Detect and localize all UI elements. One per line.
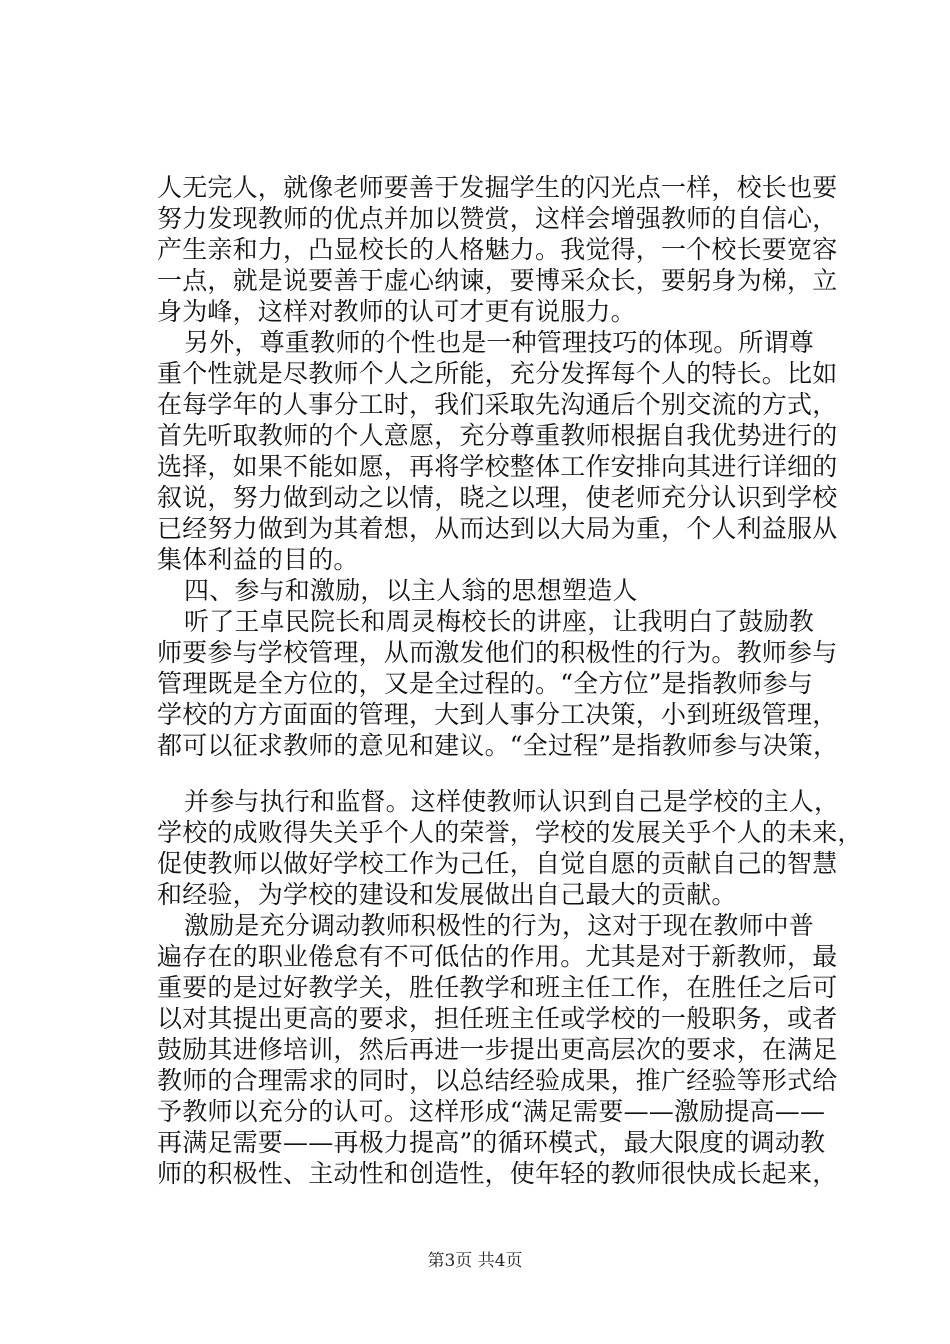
text-line: 重要的是过好教学关，胜任教学和班主任工作，在胜任之后可 [157, 973, 838, 1002]
text-line: 再满足需要——再极力提高”的循环模式，最大限度的调动教 [157, 1128, 826, 1157]
paragraph-start-line: 另外，尊重教师的个性也是一种管理技巧的体现。所谓尊 [184, 328, 815, 357]
text-line: 促使教师以做好学校工作为己任，自觉自愿的贡献自己的智慧 [157, 849, 838, 878]
paragraph-start-line: 听了王卓民院长和周灵梅校长的讲座，让我明白了鼓励教 [184, 607, 815, 636]
text-line: 重个性就是尽教师个人之所能，充分发挥每个人的特长。比如 [157, 359, 838, 388]
text-line: 鼓励其进修培训，然后再进一步提出更高层次的要求，在满足 [157, 1035, 838, 1064]
text-line: 产生亲和力，凸显校长的人格魅力。我觉得，一个校长要宽容 [157, 235, 838, 264]
text-line: 师要参与学校管理，从而激发他们的积极性的行为。教师参与 [157, 638, 838, 667]
text-line: 已经努力做到为其着想，从而达到以大局为重，个人利益服从 [157, 514, 838, 543]
text-line: 遍存在的职业倦怠有不可低估的作用。尤其是对于新教师，最 [157, 942, 838, 971]
text-block-lower [157, 786, 863, 1189]
text-line: 在每学年的人事分工时，我们采取先沟通后个别交流的方式， [157, 390, 838, 419]
text-line: 以对其提出更高的要求，担任班主任或学校的一般职务，或者 [157, 1004, 838, 1033]
text-line: 选择，如果不能如愿，再将学校整体工作安排向其进行详细的 [157, 452, 838, 481]
section-heading: 四、参与和激励，以主人翁的思想塑造人 [184, 576, 638, 605]
text-line: 身为峰，这样对教师的认可才更有说服力。 [157, 297, 636, 326]
paragraph-start-line: 并参与执行和监督。这样使教师认识到自己是学校的主人， [184, 787, 840, 816]
text-line: 学校的成败得失关乎个人的荣誉，学校的发展关乎个人的未来， [157, 818, 863, 847]
text-line: 予教师以充分的认可。这样形成“满足需要——激励提高—— [157, 1097, 826, 1126]
text-line: 和经验，为学校的建设和发展做出自己最大的贡献。 [157, 880, 737, 909]
text-line: 都可以征求教师的意见和建议。“全过程”是指教师参与决策， [157, 731, 839, 760]
text-block-upper [157, 172, 837, 761]
text-line: 首先听取教师的个人意愿，充分尊重教师根据自我优势进行的 [157, 421, 838, 450]
text-line: 教师的合理需求的同时，以总结经验成果，推广经验等形式给 [157, 1066, 838, 1095]
text-line: 叙说，努力做到动之以情，晓之以理，使老师充分认识到学校 [157, 483, 838, 512]
text-line: 人无完人，就像老师要善于发掘学生的闪光点一样，校长也要 [157, 173, 838, 202]
text-line: 一点，就是说要善于虚心纳谏，要博采众长，要躬身为梯，立 [157, 266, 838, 295]
text-line: 管理既是全方位的，又是全过程的。“全方位”是指教师参与 [157, 669, 813, 698]
page-number-footer: 第3页 共4页 [427, 1251, 523, 1271]
text-line: 学校的方方面面的管理，大到人事分工决策，小到班级管理， [157, 700, 838, 729]
text-line: 师的积极性、主动性和创造性，使年轻的教师很快成长起来， [157, 1159, 838, 1188]
paragraph-start-line: 激励是充分调动教师积极性的行为，这对于现在教师中普 [184, 911, 815, 940]
text-line: 努力发现教师的优点并加以赞赏，这样会增强教师的自信心， [157, 204, 838, 233]
text-line: 集体利益的目的。 [157, 545, 359, 574]
